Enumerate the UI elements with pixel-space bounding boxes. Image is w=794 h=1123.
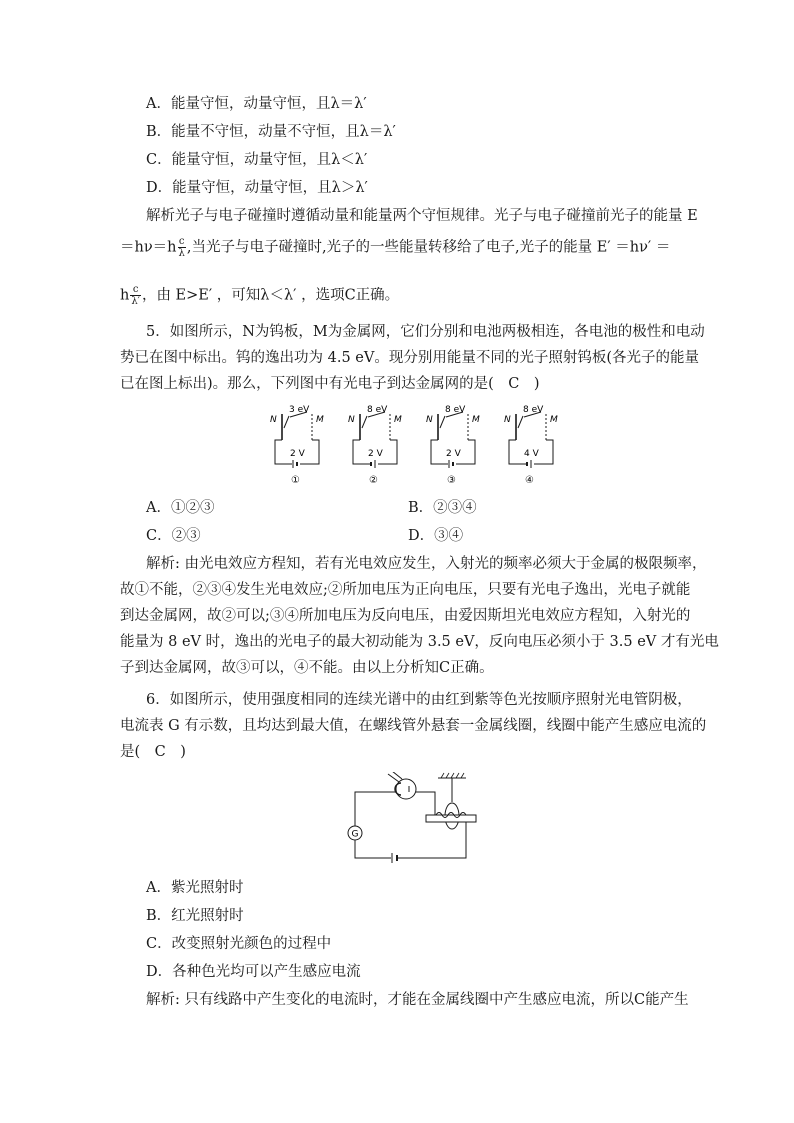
q4-option-a: A．能量守恒，动量守恒，且λ＝λ′: [146, 96, 367, 112]
circuit-4-m-label: M: [550, 415, 558, 425]
circuit-2: [348, 405, 402, 486]
circuit-2-n-label: N: [348, 415, 355, 425]
q4-option-b: B．能量不守恒，动量不守恒，且λ＝λ′: [146, 124, 396, 140]
q5-stem-line3: 已在图上标出)。那么，下列图中有光电子到达金属网的是( C ): [120, 376, 540, 392]
q5-analysis-line4: 能量为 8 eV 时，逸出的光电子的最大初动能为 3.5 eV，反向电压必须小于 3.5 eV 才有光电: [120, 634, 719, 650]
circuit-3-voltage: 2 V: [446, 449, 461, 459]
q5-stem-line2: 势已在图中标出。钨的逸出功为 4.5 eV。现分别用能量不同的光子照射钨板(各光子的能量: [120, 350, 699, 366]
q6-circuit-figure: [340, 772, 485, 867]
circuit-3-n-label: N: [426, 415, 433, 425]
circuit-4: [504, 405, 558, 486]
q4-analysis-line3: [120, 284, 399, 307]
wire-bottom-left: [355, 840, 391, 858]
q6-stem-line3: 是( C ): [120, 744, 186, 760]
circuit-2-number: ②: [369, 475, 378, 486]
circuit-4-arrow: [518, 416, 523, 428]
wire-top-right: [416, 792, 435, 815]
q5-stem-line1: 5．如图所示，N为钨板，M为金属网，它们分别和电池两极相连，各电池的极性和电动: [146, 324, 705, 340]
circuit-4-energy: 8 eV: [523, 405, 544, 415]
q4-fraction-2: [130, 284, 141, 307]
q5-option-a: A．①②③: [146, 500, 215, 516]
circuit-2-arrow: [362, 416, 367, 428]
q4-fraction-1: [178, 236, 186, 259]
q4-analysis-line3-b: ，由 E>E′ ，可知λ＜λ′ ，选项C正确。: [141, 287, 400, 304]
q6-option-a: A．紫光照射时: [146, 880, 244, 896]
solenoid: [426, 815, 476, 822]
q4-analysis-line2-a: ＝hν＝h: [120, 239, 177, 256]
q6-option-d: D．各种色光均可以产生感应电流: [146, 964, 361, 980]
circuit-4-number: ④: [525, 475, 534, 486]
circuit-2-energy: 8 eV: [367, 405, 388, 415]
q4-analysis-line2: [120, 236, 670, 259]
q5-analysis-line2: 故①不能，②③④发生光电效应;②所加电压为正向电压，只要有光电子逸出，光电子就能: [120, 582, 691, 598]
q4-analysis-line2-b: ,当光子与电子碰撞时,光子的一些能量转移给了电子,光子的能量 E′ ＝hν′ ＝: [186, 239, 671, 256]
circuit-1: [270, 405, 324, 486]
q4-option-c: C．能量守恒，动量守恒，且λ＜λ′: [146, 152, 368, 168]
circuit-1-number: ①: [291, 475, 300, 486]
q6-option-b: B．红光照射时: [146, 908, 244, 924]
q4-analysis-line3-a: h: [120, 287, 130, 304]
circuit-3-number: ③: [447, 475, 456, 486]
q6-analysis-line1: 解析: 只有线路中产生变化的电流时，才能在金属线圈中产生感应电流，所以C能产生: [146, 992, 689, 1008]
q4-analysis-line1: 解析光子与电子碰撞时遵循动量和能量两个守恒规律。光子与电子碰撞前光子的能量 E: [146, 208, 698, 224]
circuit-3-m-label: M: [472, 415, 480, 425]
q5-analysis-line3: 到达金属网，故②可以;③④所加电压为反向电压，由爱因斯坦光电效应方程知，入射光的: [120, 608, 691, 624]
circuit-2-voltage: 2 V: [368, 449, 383, 459]
q4-fraction-2-den: λ′: [131, 296, 140, 307]
q6-stem-line2: 电流表 G 有示数，且均达到最大值，在螺线管外悬套一金属线圈，线圈中能产生感应电流的: [120, 718, 707, 734]
wire-top-left: [355, 792, 396, 826]
circuit-2-m-label: M: [394, 415, 402, 425]
circuit-3-arrow: [440, 416, 445, 428]
q5-circuit-figures: [262, 400, 562, 492]
circuit-3: [426, 405, 480, 486]
circuit-1-arrow: [284, 416, 289, 428]
q6-stem-line1: 6．如图所示，使用强度相同的连续光谱中的由红到紫等色光按顺序照射光电管阴极，: [146, 692, 692, 708]
q4-fraction-1-num: c: [178, 236, 185, 247]
circuit-3-energy: 8 eV: [445, 405, 466, 415]
q5-option-b: B．②③④: [408, 500, 477, 516]
circuit-1-m-label: M: [316, 415, 324, 425]
q5-option-c: C．②③: [146, 528, 201, 544]
q6-option-c: C．改变照射光颜色的过程中: [146, 936, 332, 952]
circuit-4-n-label: N: [504, 415, 511, 425]
q5-analysis-line1: 解析: 由光电效应方程知，若有光电效应发生，入射光的频率必须大于金属的极限频率，: [146, 556, 707, 572]
q4-fraction-2-num: c: [130, 284, 141, 296]
q5-analysis-line5: 子到达金属网，故③可以，④不能。由以上分析知C正确。: [120, 660, 494, 676]
circuit-1-energy: 3 eV: [289, 405, 310, 415]
ceiling-hatching: [441, 773, 464, 778]
q4-fraction-1-den: λ: [178, 248, 185, 259]
q5-option-d: D．③④: [408, 528, 464, 544]
circuit-1-voltage: 2 V: [290, 449, 305, 459]
circuit-1-n-label: N: [270, 415, 277, 425]
circuit-4-voltage: 4 V: [524, 449, 539, 459]
galvanometer-label: G: [351, 829, 359, 840]
q4-option-d: D．能量守恒，动量守恒，且λ＞λ′: [146, 180, 368, 196]
